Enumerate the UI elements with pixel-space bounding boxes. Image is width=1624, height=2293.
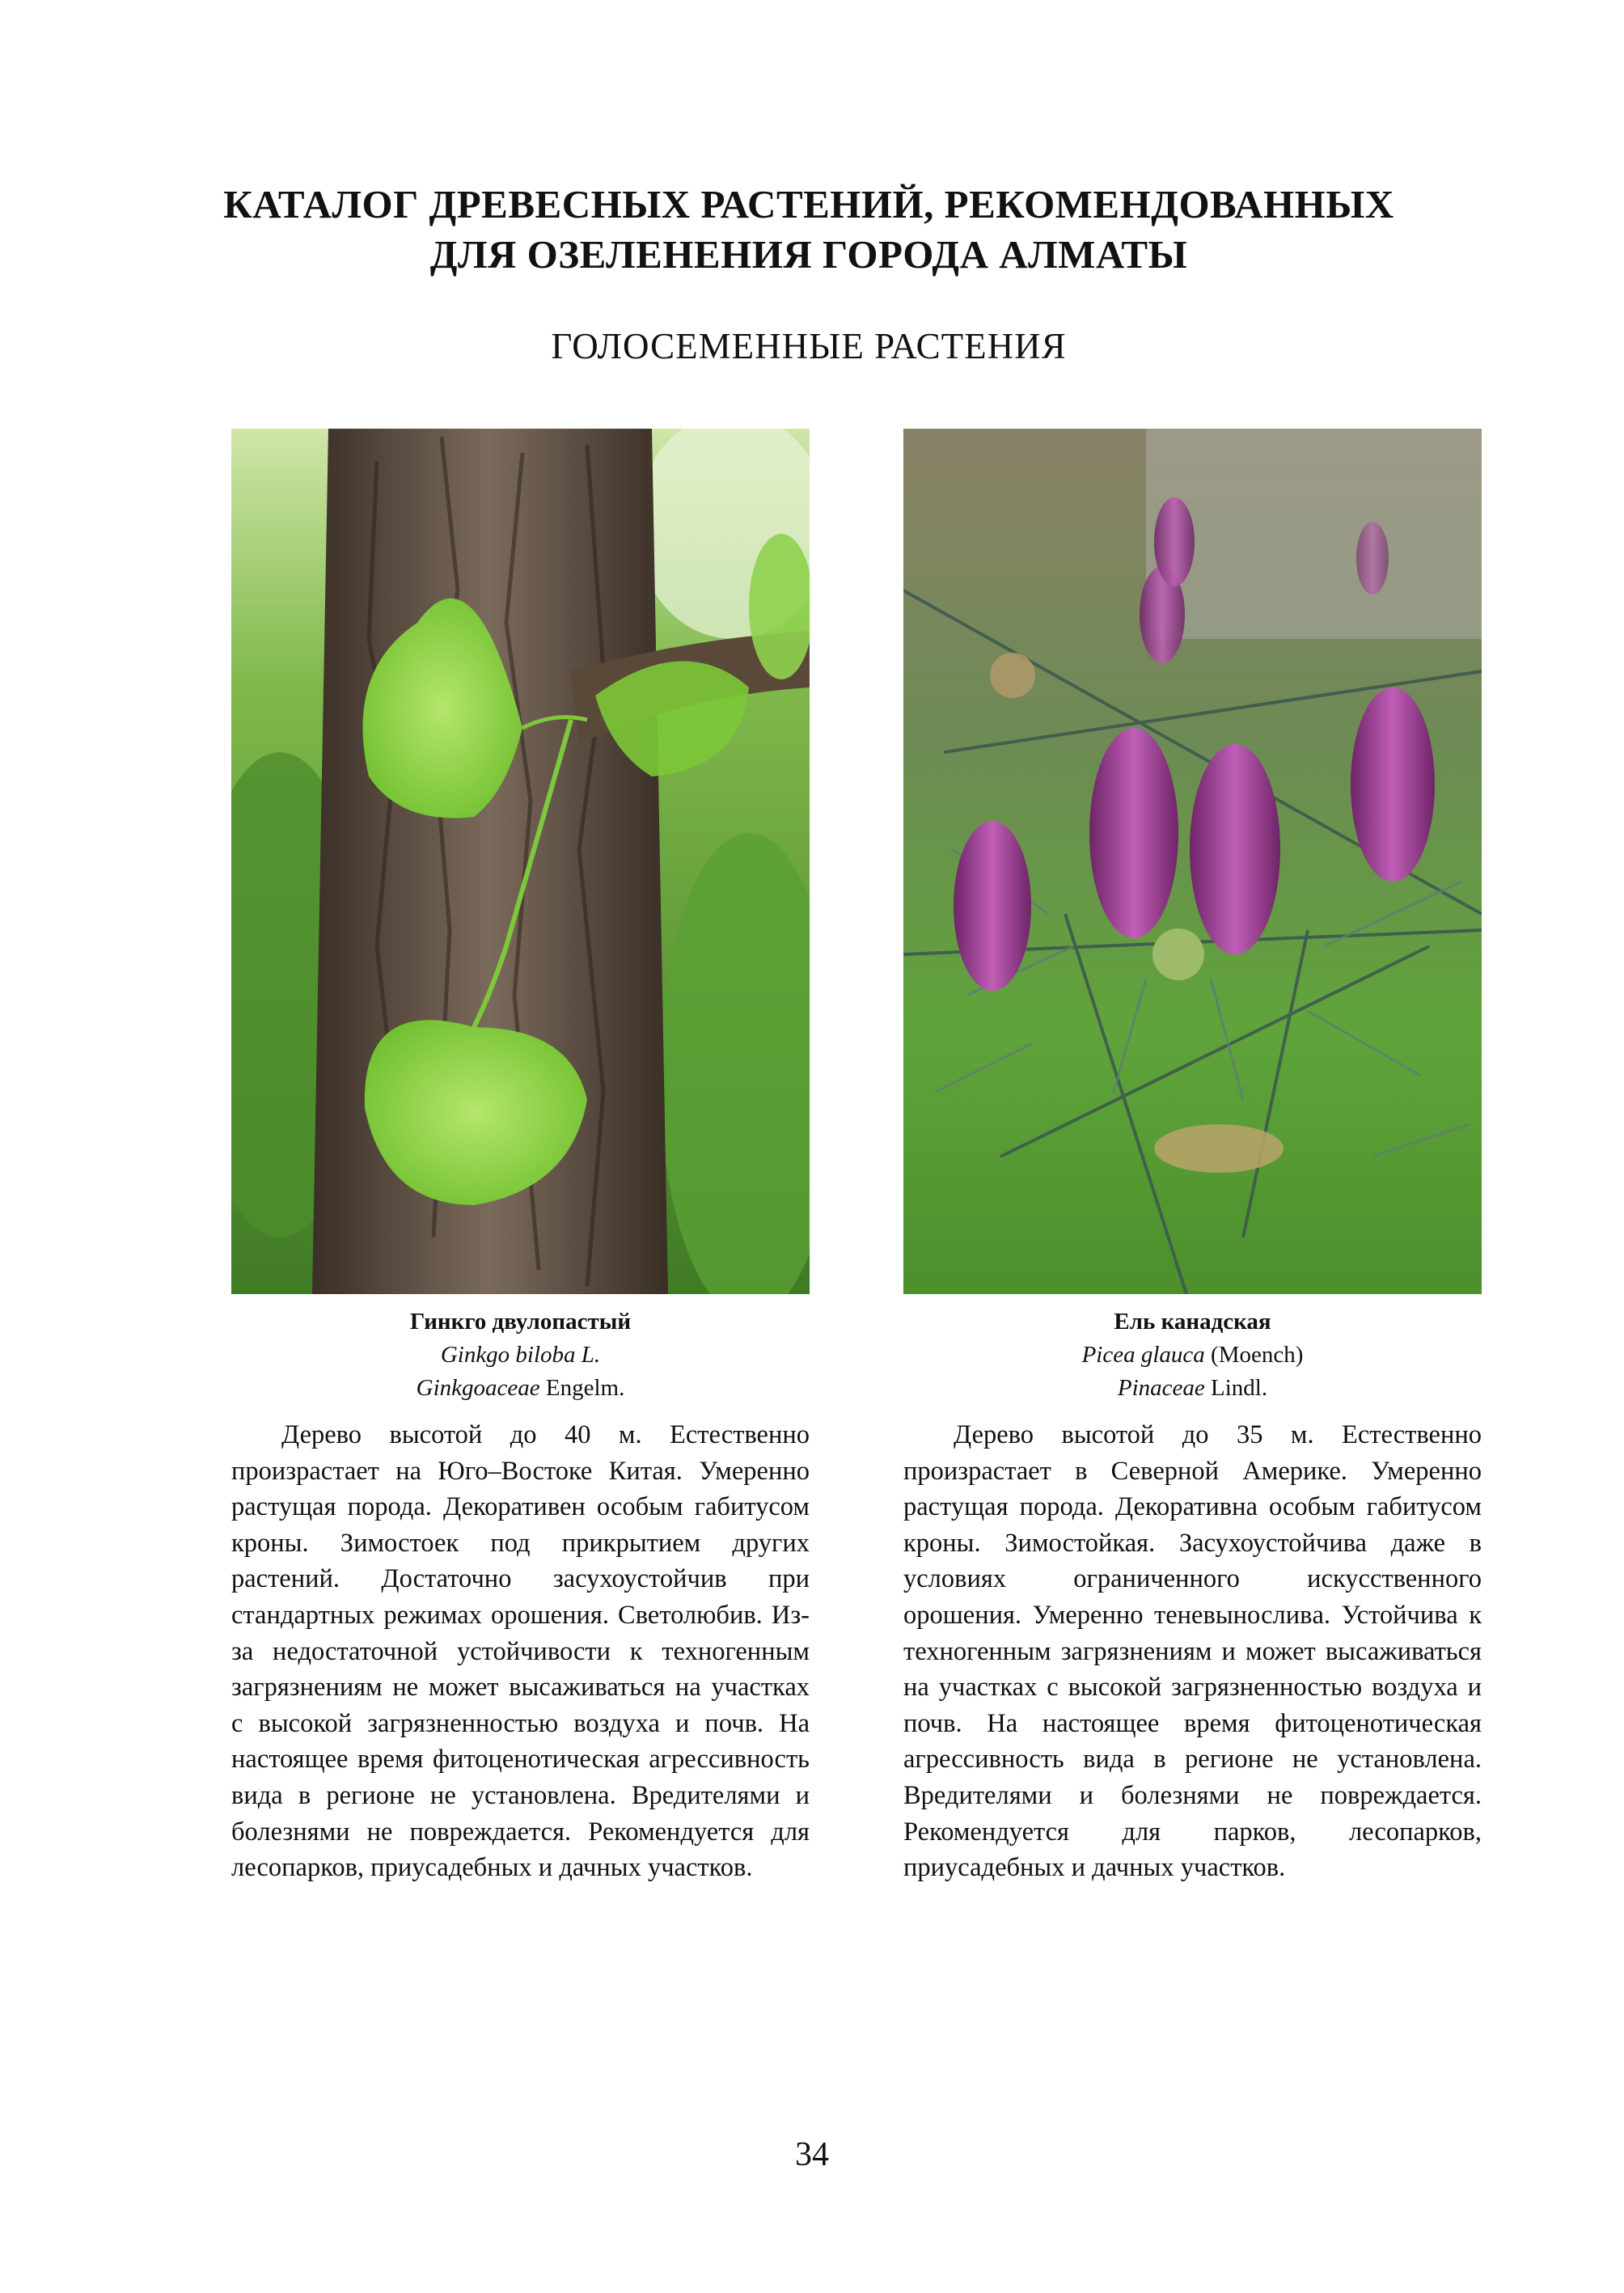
spruce-latin-name: Picea glauca [1081,1342,1205,1368]
spruce-latin-author: (Moench) [1204,1342,1304,1368]
ginkgo-description: Дерево высотой до 40 м. Естественно произрастает на Юго–Востоке Китая. Умеренно растущая порода. Декоративен особым габитусом кроны. Зимостоек под прикрытием других растений. Достаточно засухоустойчив при стандартных режимах орошения. Светолюбив. Из-за недостаточной устойчивости к техногенным загрязнениям не может высаживаться на участках с высокой загрязненностью воздуха и почв. На настоящее время фитоценотическая агрессивность вида в регионе не установлена. Вредителями и болезнями не повреждается. Рекомендуется для лесопарков, приусадебных и дачных участков. [231,1420,810,1883]
ginkgo-caption [231,1305,810,1405]
spruce-family-name: Pinaceae [1117,1375,1205,1401]
title-line-1: КАТАЛОГ ДРЕВЕСНЫХ РАСТЕНИЙ, РЕКОМЕНДОВАННЫХ [223,182,1394,226]
spruce-caption [903,1305,1482,1405]
page-number: 34 [795,2136,829,2173]
spruce-description: Дерево высотой до 35 м. Естественно произрастает в Северной Америке. Умеренно растущая порода. Декоративна особым габитусом кроны. Зимостойкая. Засухоустойчива даже в условиях ограниченного искусственного орошения. Умеренно теневыносливa. Устойчива к техногенным загрязнениям и может высаживаться на участках с высокой загрязненностью воздуха и почв. На настоящее время фитоценотическая агрессивность вида в регионе не установлена. Вредителями и болезнями не повреждается. Рекомендуется для парков, лесопарков, приусадебных и дачных участков. [903,1420,1482,1883]
ginkgo-family-author: Engelm. [539,1375,625,1401]
ginkgo-photo [231,429,810,1294]
spruce-latin [903,1339,1482,1372]
page-title [162,180,1456,280]
title-line-2: ДЛЯ ОЗЕЛЕНЕНИЯ ГОРОДА АЛМАТЫ [429,232,1188,277]
ginkgo-latin-name: Ginkgo biloba L. [440,1342,601,1368]
ginkgo-family [231,1372,810,1405]
ginkgo-family-name: Ginkgoaceae [416,1375,540,1401]
ginkgo-common-name: Гинкго двулопастый [409,1309,632,1335]
section-heading: ГОЛОСЕМЕННЫЕ РАСТЕНИЯ [551,326,1067,366]
spruce-family [903,1372,1482,1405]
spruce-common-name: Ель канадская [1114,1309,1271,1335]
spruce-family-author: Lindl. [1204,1375,1268,1401]
spruce-photo [903,429,1482,1294]
